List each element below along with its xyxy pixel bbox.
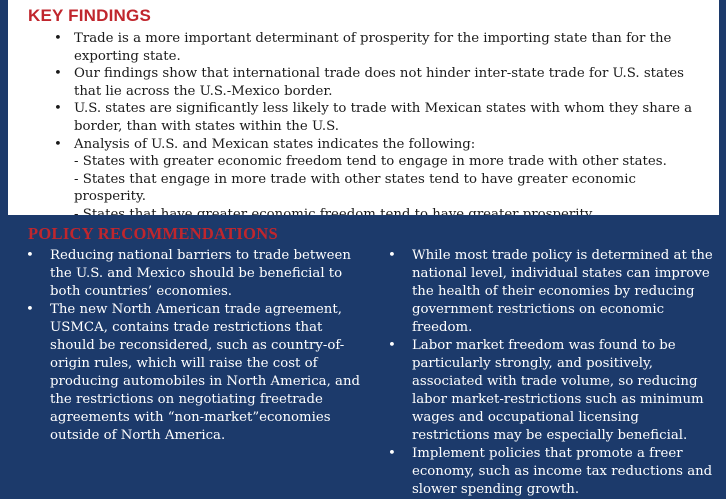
policy-item [26,301,369,445]
bullet-icon: • [387,338,396,353]
policy-item [388,445,716,499]
policy-text: The new North American trade agreement, USMCA, contains trade restrictions that should be reconsidered, such as country-of-origin rules, which will raise the cost of producing automobiles in North America, and the restrictions on negotiating freetrade agreements with “non-market”economies outside of North America. [50,302,361,443]
policy-item [388,337,716,445]
finding-item [54,100,703,135]
policy-text: Implement policies that promote a freer economy, such as income tax reductions and slower spending growth. [411,446,713,497]
bullet-icon: • [387,248,396,263]
finding-item [54,136,703,224]
finding-item [54,65,703,100]
policy-text: Labor market freedom was found to be particularly strongly, and positively, associated with trade volume, so reducing labor market-restrictions such as minimum wages and occupational licensing restrictions may be especially beneficial. [411,338,704,443]
policy-list-right [388,247,716,499]
policy-text: While most trade policy is determined at the national level, individual states can improve the health of their economies by reducing government restrictions on economic freedom. [411,248,713,335]
finding-text: U.S. states are significantly less likely to trade with Mexican states with whom they share a border, than with states within the U.S. [74,101,693,134]
policy-recommendations-title: POLICY RECOMMENDATIONS [28,224,278,243]
bullet-icon: • [387,446,396,461]
finding-text: Trade is a more important determinant of prosperity for the importing state than for the exporting state. [74,31,672,64]
bullet-icon: • [54,101,62,117]
policy-item [388,247,716,337]
bullet-icon: • [54,66,62,82]
key-findings-list [28,30,703,224]
finding-subitem: - States with greater economic freedom tend to engage in more trade with other states. [74,154,667,170]
bullet-icon: • [54,136,62,152]
policy-list-left [26,247,369,499]
policy-text: Reducing national barriers to trade between the U.S. and Mexico should be beneficial to both countries’ economies. [50,248,351,299]
finding-subitem: - States that engage in more trade with other states tend to have greater economic prosperity. [74,171,636,205]
finding-text: Analysis of U.S. and Mexican states indicates the following: [74,136,476,152]
policy-columns [28,247,716,499]
finding-text: Our findings show that international trade does not hinder inter-state trade for U.S. states that lie across the U.S.-Mexico border. [74,66,684,99]
bullet-icon: • [26,302,34,317]
key-findings-title: KEY FINDINGS [28,6,151,25]
policy-item [26,247,369,301]
bullet-icon: • [54,31,62,46]
bullet-icon: • [26,248,34,263]
key-findings-section [8,0,719,215]
policy-recommendations-section [0,215,726,497]
finding-item [54,30,703,65]
